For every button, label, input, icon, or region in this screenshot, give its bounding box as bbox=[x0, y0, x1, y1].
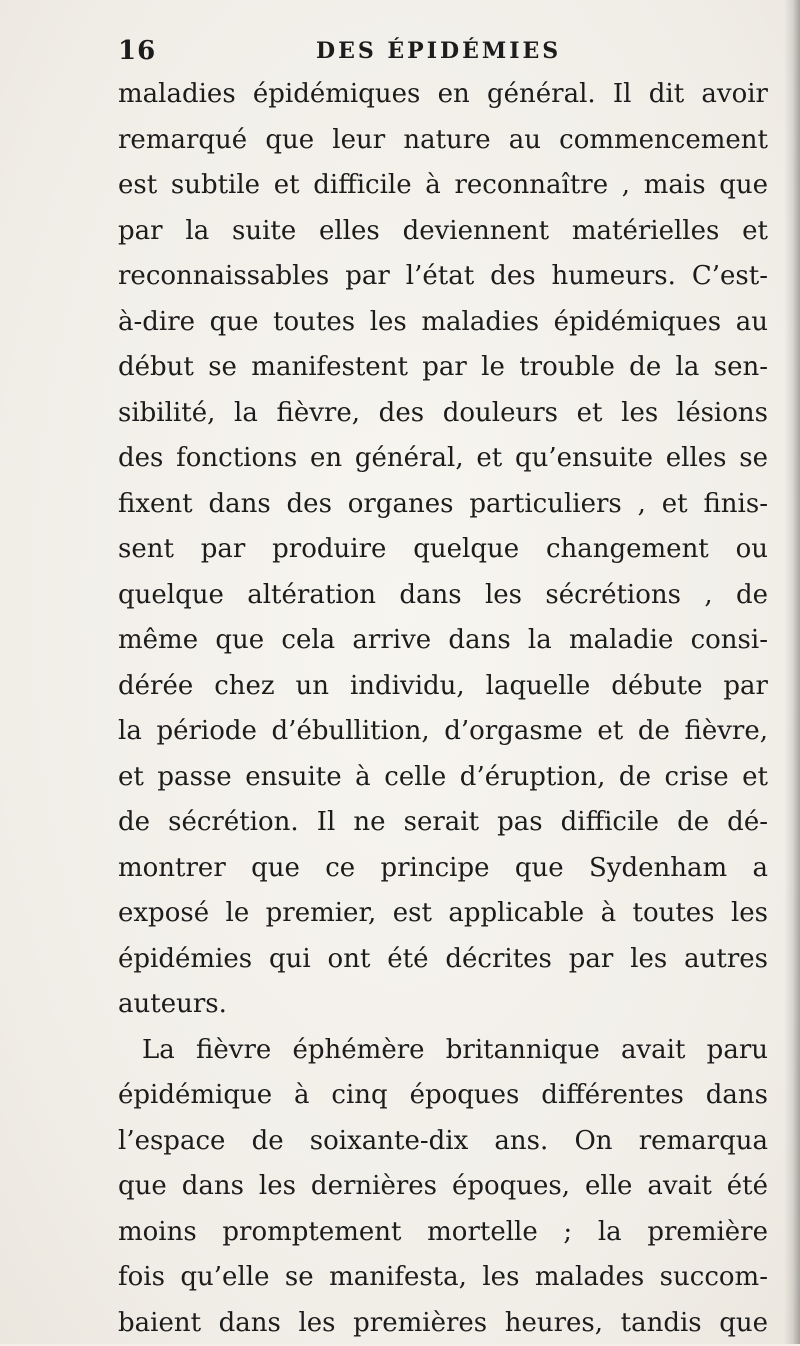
text-line: sent par produire quelque changement ou bbox=[118, 527, 768, 573]
text-line: baient dans les premières heures, tandis que bbox=[118, 1301, 768, 1346]
text-line: est subtile et difficile à reconnaître , mais que bbox=[118, 163, 768, 209]
text-line: reconnaissables par l’état des humeurs. C’est- bbox=[118, 254, 768, 300]
page-header bbox=[118, 36, 678, 66]
text-line: la période d’ébullition, d’orgasme et de fièvre, bbox=[118, 709, 768, 755]
text-line: épidémies qui ont été décrites par les autres bbox=[118, 937, 768, 983]
text-line: et passe ensuite à celle d’éruption, de crise et bbox=[118, 755, 768, 801]
text-line: exposé le premier, est applicable à toutes les bbox=[118, 891, 768, 937]
text-line: l’espace de soixante-dix ans. On remarqua bbox=[118, 1119, 768, 1165]
text-line: auteurs. bbox=[118, 982, 768, 1028]
paragraph-first-line: La fièvre éphémère britannique avait paru bbox=[118, 1028, 768, 1074]
text-line: sibilité, la fièvre, des douleurs et les lésions bbox=[118, 391, 768, 437]
page-number: 16 bbox=[118, 36, 156, 66]
text-line: épidémique à cinq époques différentes dans bbox=[118, 1073, 768, 1119]
text-line: dérée chez un individu, laquelle débute par bbox=[118, 664, 768, 710]
page-edge-shadow bbox=[784, 0, 800, 1344]
running-head: DES ÉPIDÉMIES bbox=[316, 38, 561, 64]
text-line: de sécrétion. Il ne serait pas difficile de dé- bbox=[118, 800, 768, 846]
text-line: début se manifestent par le trouble de la sen- bbox=[118, 345, 768, 391]
text-line: fois qu’elle se manifesta, les malades succom- bbox=[118, 1255, 768, 1301]
body-text bbox=[118, 72, 768, 1346]
text-line: quelque altération dans les sécrétions , de bbox=[118, 573, 768, 619]
text-line: même que cela arrive dans la maladie consi- bbox=[118, 618, 768, 664]
text-line: maladies épidémiques en général. Il dit avoir bbox=[118, 72, 768, 118]
text-line: remarqué que leur nature au commencement bbox=[118, 118, 768, 164]
text-line: montrer que ce principe que Sydenham a bbox=[118, 846, 768, 892]
text-line: moins promptement mortelle ; la première bbox=[118, 1210, 768, 1256]
text-line: par la suite elles deviennent matérielles et bbox=[118, 209, 768, 255]
text-line: que dans les dernières époques, elle avait été bbox=[118, 1164, 768, 1210]
text-line: des fonctions en général, et qu’ensuite elles se bbox=[118, 436, 768, 482]
text-line: à-dire que toutes les maladies épidémiques au bbox=[118, 300, 768, 346]
text-line: fixent dans des organes particuliers , et finis- bbox=[118, 482, 768, 528]
